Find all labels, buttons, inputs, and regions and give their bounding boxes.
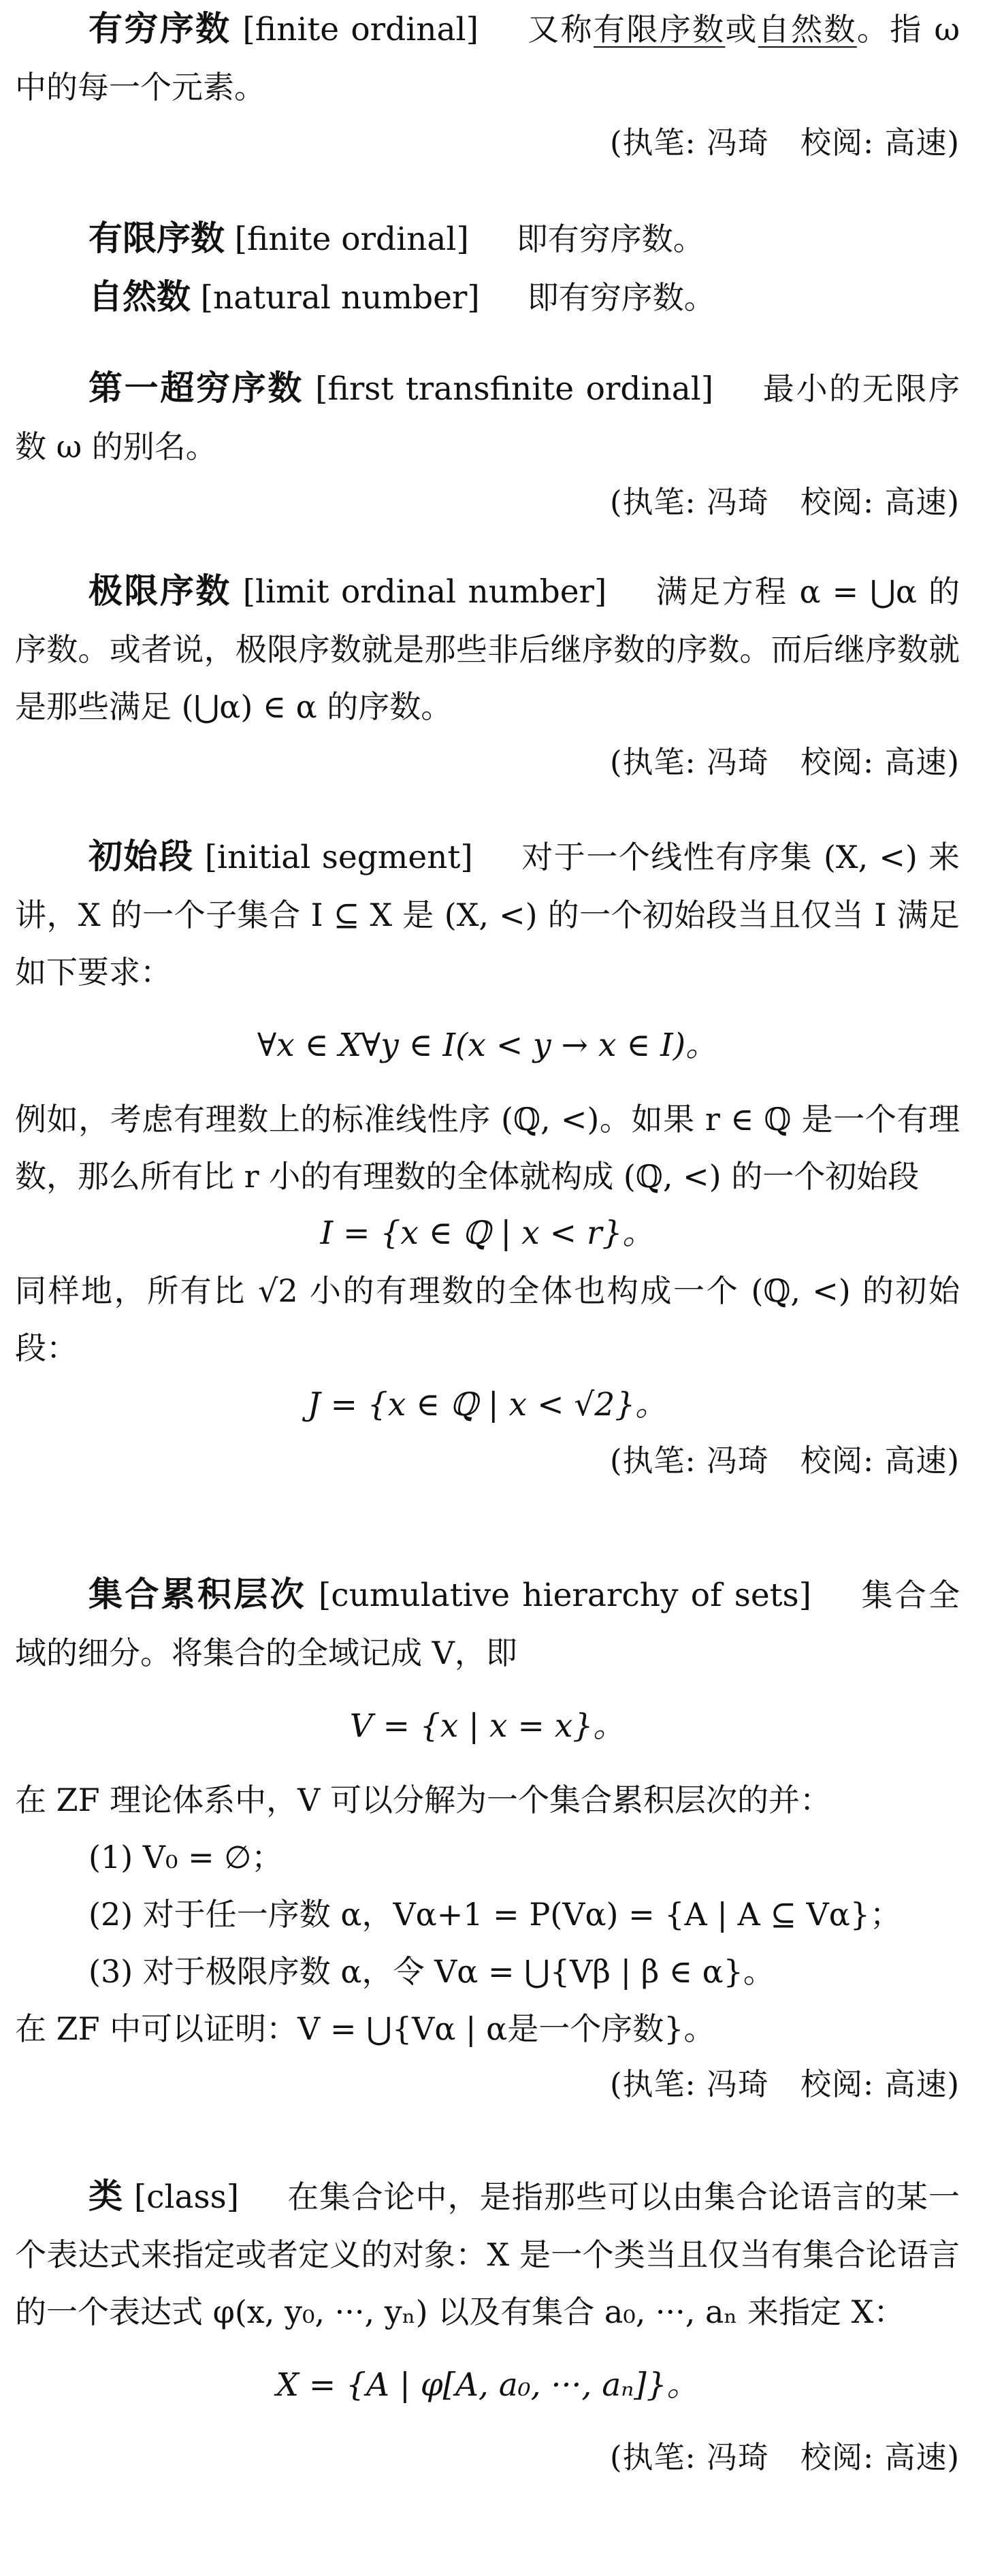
byline: (执笔: 冯琦 校阅: 高速) <box>609 125 960 161</box>
entry-paragraph <box>15 268 960 327</box>
entry-body: 即有穷序数。 <box>516 221 705 257</box>
entry-english: [cumulative hierarchy of sets] <box>318 1577 812 1614</box>
entry-first-transfinite-ordinal <box>15 359 960 530</box>
entry-english: [class] <box>133 2178 240 2216</box>
entry-english: [finite ordinal] <box>234 221 469 258</box>
entry-paragraph: 在 ZF 理论体系中，V 可以分解为一个集合累积层次的并： <box>15 1782 831 1818</box>
formula: V = {x | x = x}。 <box>349 1707 626 1745</box>
entry-term: 第一超穷序数 <box>88 368 304 408</box>
formula: J = {x ∈ ℚ | x < √2}。 <box>307 1386 668 1423</box>
entry-english: [first transfinite ordinal] <box>315 370 714 408</box>
entry-body: 又称 <box>525 11 594 48</box>
entry-body: 即有穷序数。 <box>527 279 715 316</box>
entry-cumulative-hierarchy <box>15 1566 960 2112</box>
entry-english: [natural number] <box>200 279 480 317</box>
byline: (执笔: 冯琦 校阅: 高速) <box>609 484 960 520</box>
entry-term: 有限序数 <box>88 219 225 258</box>
entry-body: 对于一个线性有序集 (X, <) 来讲，X 的一个子集合 I ⊆ X 是 (X, <) 的一个初始段当且仅当 I 满足如下要求： <box>15 839 960 991</box>
entry-class <box>15 2168 960 2485</box>
entry-term: 初始段 <box>88 837 194 876</box>
byline: (执笔: 冯琦 校阅: 高速) <box>609 2066 960 2102</box>
entry-paragraph <box>15 210 960 268</box>
byline: (执笔: 冯琦 校阅: 高速) <box>609 2439 960 2475</box>
entry-body: 满足方程 α = ⋃α 的序数。或者说，极限序数就是那些非后继序数的序数。而后继序数就是那些满足 (⋃α) ∈ α 的序数。 <box>15 573 960 725</box>
entry-english: [limit ordinal number] <box>242 573 607 611</box>
entry-body: 在集合论中，是指那些可以由集合论语言的某一个表达式来指定或者定义的对象：X 是一个类当且仅当有集合论语言的一个表达式 φ(x, y₀, ···, yₙ) 以及有集合 a₀, ···, aₙ 来指定 X： <box>15 2178 960 2330</box>
entry-limit-ordinal <box>15 562 960 790</box>
entry-body: 或 <box>725 11 758 48</box>
entry-paragraph <box>15 2168 960 2340</box>
entry-term: 自然数 <box>88 277 191 317</box>
entry-term: 集合累积层次 <box>88 1575 306 1614</box>
entry-paragraph: 例如，考虑有理数上的标准线性序 (ℚ, <)。如果 r ∈ ℚ 是一个有理数，那么所有比 r 小的有理数的全体就构成 (ℚ, <) 的一个初始段 <box>15 1101 960 1195</box>
cross-reference-link[interactable]: 有限序数 <box>594 11 726 48</box>
entry-natural-number <box>15 268 960 327</box>
list-item: (2) 对于任一序数 α，Vα+1 = P(Vα) = {A | A ⊆ Vα}； <box>88 1896 902 1933</box>
cross-reference-link[interactable]: 自然数 <box>758 11 857 48</box>
entry-term: 有穷序数 <box>88 9 231 48</box>
byline: (执笔: 冯琦 校阅: 高速) <box>609 744 960 780</box>
entry-english: [finite ordinal] <box>242 11 479 48</box>
entry-paragraph <box>15 0 960 116</box>
entry-paragraph <box>15 828 960 1001</box>
entry-english: [initial segment] <box>204 839 473 876</box>
formula: X = {A | φ[A, a₀, ···, aₙ]}。 <box>276 2366 699 2404</box>
entry-term: 极限序数 <box>88 571 231 611</box>
entry-body: 最小的无限序数 ω 的别名。 <box>15 370 960 465</box>
formula: I = {x ∈ ℚ | x < r}。 <box>320 1214 655 1252</box>
entry-finite-ordinal <box>15 0 960 170</box>
entry-paragraph <box>15 562 960 735</box>
entry-finite-ordinal-alias <box>15 210 960 268</box>
entry-term: 类 <box>88 2176 124 2216</box>
list-item: (1) V₀ = ∅； <box>88 1839 283 1875</box>
entry-body: 。指 ω 中的每一个元素。 <box>15 11 960 106</box>
list-item: (3) 对于极限序数 α，令 Vα = ⋃{Vβ | β ∈ α}。 <box>88 1953 775 1990</box>
entry-initial-segment <box>15 828 960 1488</box>
entry-paragraph: 同样地，所有比 √2 小的有理数的全体也构成一个 (ℚ, <) 的初始段： <box>15 1272 960 1366</box>
byline: (执笔: 冯琦 校阅: 高速) <box>609 1443 960 1479</box>
entry-paragraph <box>15 1566 960 1681</box>
formula: ∀x ∈ X∀y ∈ I(x < y → x ∈ I)。 <box>257 1027 718 1064</box>
entry-body: 集合全域的细分。将集合的全域记成 V，即 <box>15 1577 960 1671</box>
entry-paragraph <box>15 359 960 475</box>
entry-paragraph: 在 ZF 中可以证明：V = ⋃{Vα | α是一个序数}。 <box>15 2010 715 2047</box>
